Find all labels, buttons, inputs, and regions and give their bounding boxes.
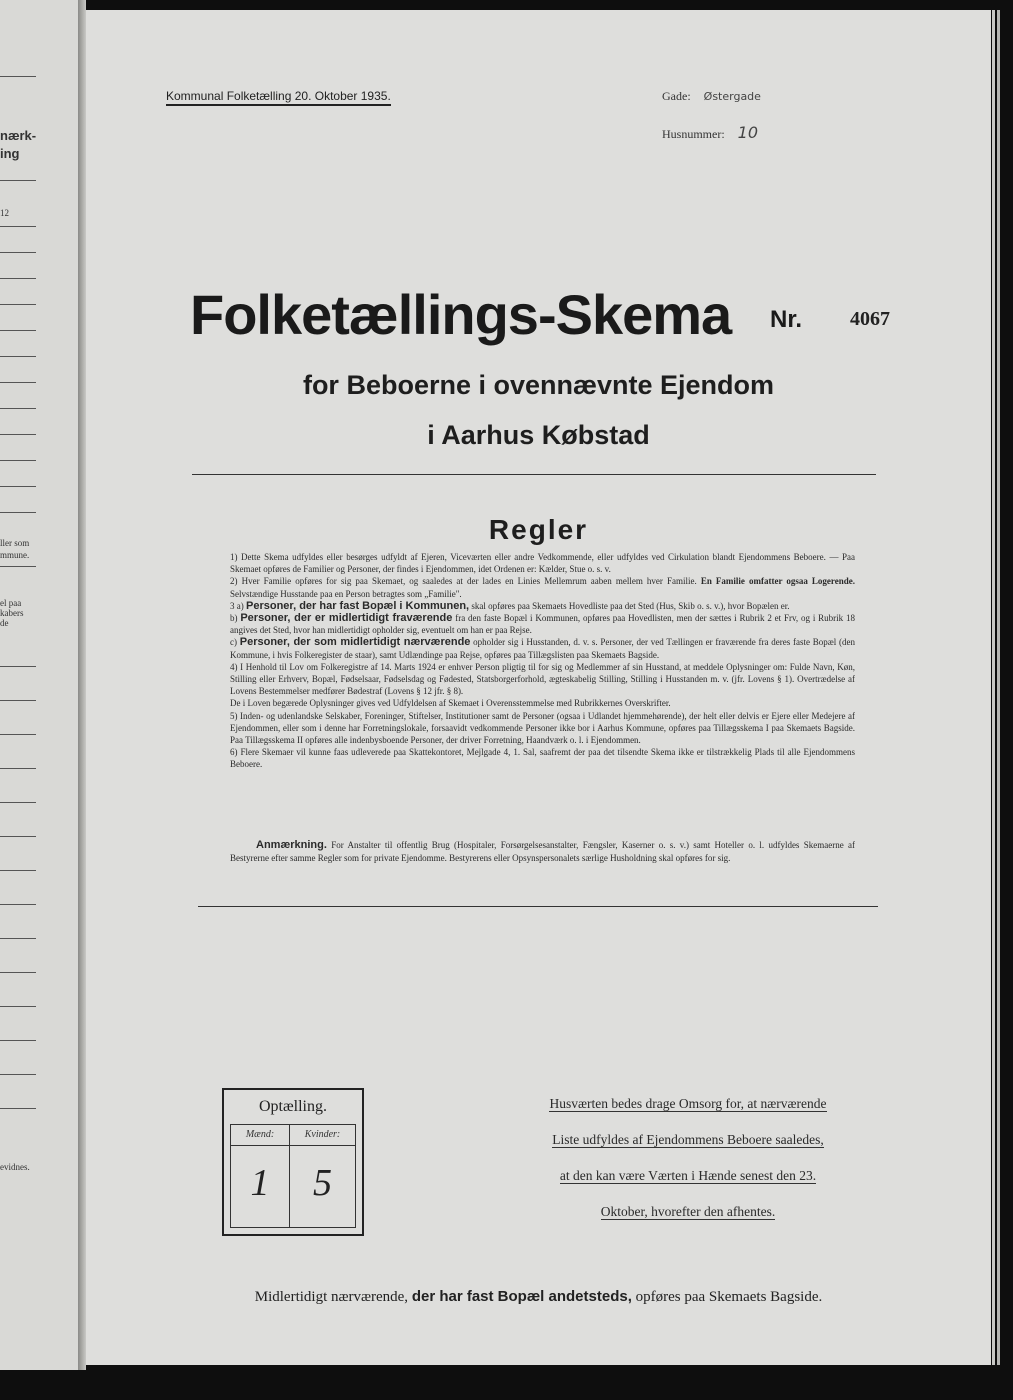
book-spine [78, 0, 86, 1370]
page-edge [992, 10, 995, 1365]
ruled-line [0, 1074, 36, 1075]
ruled-line [0, 434, 36, 435]
rule-4b: De i Loven begærede Oplysninger gives ved Udfyldelsen af Skemaet i Overensstemmelse med Rubrikkernes Overskrifter. [230, 698, 671, 709]
page-edge [997, 10, 1000, 1365]
remark-text: For Anstalter til offentlig Brug (Hospitaler, Forsørgelsesanstalter, Fængsler, Kaserner o. s. v.) samt Hoteller o. l. udfyldes Skemaerne af Bestyrerne efter samme Regler som for private Ejendomme. Bestyrerens eller Opsynspersonalets særlige Husholdning skal opføres for sig. [230, 840, 856, 863]
form-number-value: 4067 [850, 308, 890, 330]
divider [198, 906, 878, 907]
landlord-notice [518, 1094, 858, 1238]
page-fragment: ing [0, 146, 20, 161]
house-number-field [662, 123, 758, 142]
ruled-line [0, 486, 36, 487]
page-fragment: ller som [0, 538, 30, 548]
form-title: Folketællings-Skema [190, 283, 732, 346]
ruled-line [0, 566, 36, 567]
men-count: 1 [250, 1162, 270, 1204]
ruled-line [0, 938, 36, 939]
census-heading: Kommunal Folketælling 20. Oktober 1935. [166, 89, 391, 106]
rules-heading: Regler [488, 514, 589, 545]
ruled-line [0, 382, 36, 383]
street-value: Østergade [703, 90, 761, 103]
ruled-line [0, 330, 36, 331]
ruled-line [0, 836, 36, 837]
form-subtitle: for Beboerne i ovennævnte Ejendom [302, 370, 775, 400]
page-fragment: evidnes. [0, 1162, 30, 1172]
ruled-line [0, 408, 36, 409]
women-column [290, 1125, 355, 1227]
ruled-line [0, 278, 36, 279]
footer-note: Midlertidigt nærværende, der har fast Bopæl andetsteds, opføres paa Skemaets Bagside. [254, 1288, 823, 1305]
rule-2: 2) Hver Familie opføres for sig paa Skemaet, og saaledes at der lades en Linies Mellemrum aaben mellem hver Familie. En Familie omfatter ogsaa Logerende. Selvstændige Husstande paa en Person betragtes som „Familie". [230, 576, 855, 599]
men-column [231, 1125, 290, 1227]
men-label: Mænd: [231, 1125, 289, 1146]
women-count: 5 [313, 1162, 332, 1204]
count-box-title: Optælling. [258, 1098, 327, 1115]
ruled-line [0, 904, 36, 905]
ruled-line [0, 252, 36, 253]
remark-paragraph [230, 839, 855, 864]
ruled-line [0, 304, 36, 305]
rules-text [230, 551, 855, 771]
previous-page-edge [0, 0, 80, 1370]
ruled-line [0, 700, 36, 701]
page-fragment: el paa [0, 598, 22, 608]
street-field [662, 89, 761, 104]
ruled-line [0, 356, 36, 357]
notice-line: at den kan være Værten i Hænde senest den 23. [559, 1168, 817, 1183]
ruled-line [0, 1040, 36, 1041]
street-label: Gade: [662, 89, 691, 103]
count-box [222, 1088, 364, 1236]
page-fragment: kabers [0, 608, 24, 618]
ruled-line [0, 76, 36, 77]
rule-5: 5) Inden- og udenlandske Selskaber, Foreninger, Stiftelser, Institutioner samt de Personer (ogsaa i Udlandet hjemmehørende), der helt eller delvis er Ejere eller Medejere af Ejendommen, eller som i denne har Forretningslokale, forsaavidt vedkommende Personer ikke bor i Aarhus Kommune, opføres paa Tillægsskema I paa Skemaets Bagside. Paa Tillægsskema II opføres alle indenbysboende Personer, der driver Forretning, Haandværk o. l. i Ejendommen. [230, 710, 855, 746]
house-number-value: 10 [737, 123, 759, 142]
rule-6: 6) Flere Skemaer vil kunne faas udleverede paa Skattekontoret, Mejlgade 4, 1. Sal, saafremt der paa det tilsendte Skema ikke er tilstrækkelig Plads til alle Ejendommens Beboere. [230, 747, 855, 770]
ruled-line [0, 870, 36, 871]
page-fragment: nærk- [0, 128, 37, 143]
rule-1: 1) Dette Skema udfyldes eller besørges udfyldt af Ejeren, Viceværten eller andre Vedkommende, eller udfyldes ved Cirkulation blandt Ejendommens Beboere. — Paa Skemaet opføres de Familier og Personer, der findes i Ejendommen, idet Ordenen er: Kælder, Stue o. s. v. [230, 552, 855, 575]
rule-4: 4) I Henhold til Lov om Folkeregistre af 14. Marts 1924 er enhver Person pligtig til for sig og Medlemmer af sin Husstand, at meddele Oplysninger om: Fulde Navn, Køn, Stilling eller Erhverv, Bopæl, Fødselsaar, Fødselsdag og Fødested, Statsborgerforhold, ægteskabelig Stilling, Stilling i Husstanden m. v. (jfr. Lovens § 1). Overtrædelse af Lovens Bestemmelser medfører Bødestraf (Lovens § 12 jfr. § 8). [230, 661, 855, 697]
rule-3b: b) Personer, der er midlertidigt fraværende fra den faste Bopæl i Kommunen, opføres paa Hovedlisten, men der sættes i Rubrik 2 et Frv, og i Rubrik 18 angives det Sted, hvor han midlertidigt opholder sig, eventuelt om han er paa Rejse. [230, 612, 856, 636]
divider [192, 474, 876, 475]
ruled-line [0, 1108, 36, 1109]
ruled-line [0, 734, 36, 735]
house-number-label: Husnummer: [662, 127, 725, 141]
ruled-line [0, 1006, 36, 1007]
notice-line: Husværten bedes drage Omsorg for, at nærværende [549, 1096, 827, 1111]
page-fragment: de [0, 618, 9, 628]
ruled-line [0, 226, 36, 227]
census-form-page [86, 10, 991, 1365]
rule-3a: 3 a) Personer, der har fast Bopæl i Kommunen, skal opføres paa Skemaets Hovedliste paa det Sted (Hus, Skib o. s. v.), hvor Bopælen er. [230, 599, 790, 612]
page-fragment: mmune. [0, 550, 30, 560]
notice-line: Liste udfyldes af Ejendommens Beboere saaledes, [552, 1132, 824, 1147]
ruled-line [0, 972, 36, 973]
ruled-line [0, 180, 36, 181]
ruled-line [0, 768, 36, 769]
count-grid [230, 1124, 356, 1228]
ruled-line [0, 460, 36, 461]
rule-3c: c) Personer, der som midlertidigt nærværende opholder sig i Husstanden, d. v. s. Personer, der ved Tællingen er fraværende fra deres faste Bopæl (den Kommune, i hvis Folkeregister de staar), samt Udlændinge paa Rejse, opføres paa Tillægslisten paa Skemaets Bagside. [230, 636, 856, 660]
ruled-line [0, 802, 36, 803]
women-label: Kvinder: [290, 1125, 355, 1146]
notice-line: Oktober, hvorefter den afhentes. [600, 1204, 776, 1219]
ruled-line [0, 512, 36, 513]
remark-label: Anmærkning. [256, 839, 327, 851]
form-subtitle-city: i Aarhus Købstad [427, 420, 650, 450]
form-number-label: Nr. [770, 306, 803, 333]
ruled-line [0, 666, 36, 667]
page-fragment: 12 [0, 208, 9, 218]
